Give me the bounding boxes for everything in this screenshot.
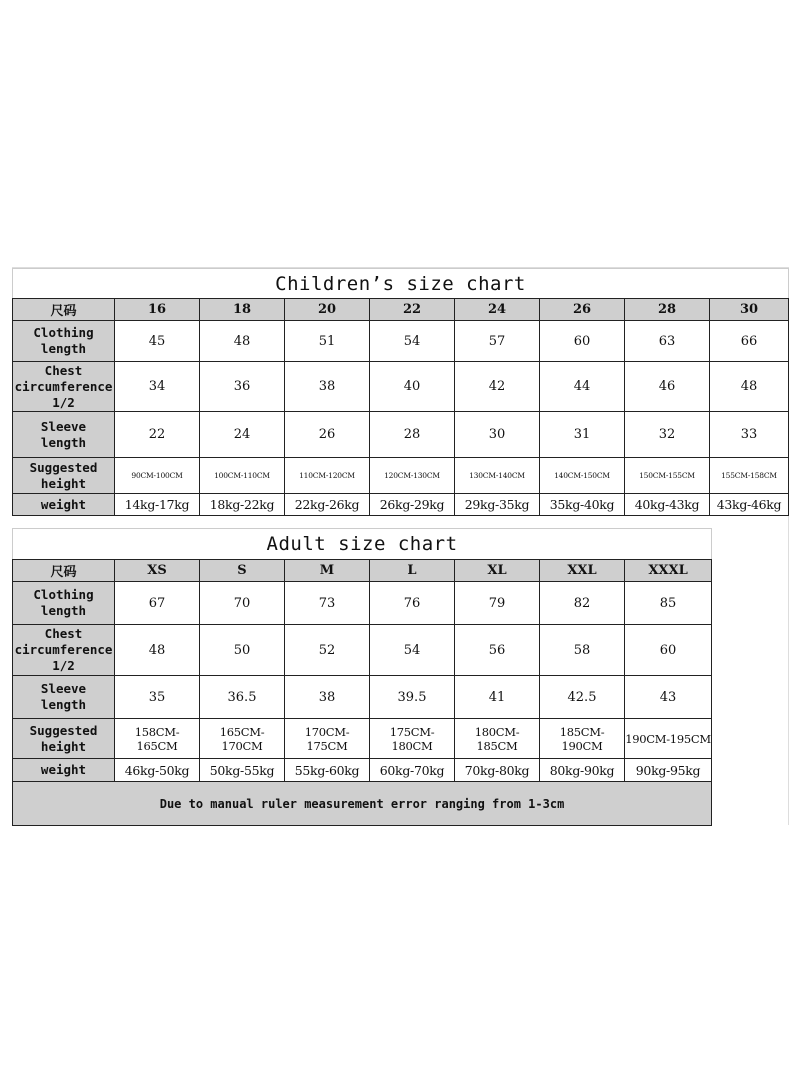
table-cell: 57 bbox=[455, 321, 540, 362]
table-cell: 24 bbox=[200, 412, 285, 458]
table-cell: 26kg-29kg bbox=[370, 494, 455, 516]
row-label-line: Chest bbox=[44, 362, 83, 378]
row-label bbox=[13, 676, 115, 719]
row-label bbox=[13, 321, 115, 362]
table-cell: 90kg-95kg bbox=[625, 759, 712, 782]
children-header-row bbox=[13, 299, 789, 321]
adult-row-height bbox=[13, 719, 712, 759]
table-cell: 32 bbox=[625, 412, 710, 458]
table-cell: 58 bbox=[540, 625, 625, 676]
table-cell: 36.5 bbox=[200, 676, 285, 719]
table-cell: 51 bbox=[285, 321, 370, 362]
table-cell: 73 bbox=[285, 582, 370, 625]
row-label-line: 1/2 bbox=[52, 658, 75, 673]
table-cell: 14kg-17kg bbox=[115, 494, 200, 516]
children-corner-label: 尺码 bbox=[13, 299, 115, 321]
table-cell: 79 bbox=[455, 582, 540, 625]
adult-note-row bbox=[13, 782, 712, 826]
table-cell: 175CM-180CM bbox=[370, 719, 455, 759]
row-label-line: Sleeve bbox=[40, 418, 87, 434]
table-cell: 38 bbox=[285, 362, 370, 412]
measurement-note: Due to manual ruler measurement error ranging from 1-3cm bbox=[13, 782, 712, 826]
table-cell: 31 bbox=[540, 412, 625, 458]
table-cell: 48 bbox=[115, 625, 200, 676]
adult-header-row bbox=[13, 560, 712, 582]
table-cell: 40kg-43kg bbox=[625, 494, 710, 516]
size-header: 22 bbox=[370, 299, 455, 321]
row-label-line: weight bbox=[40, 762, 87, 777]
table-cell: 52 bbox=[285, 625, 370, 676]
table-cell: 63 bbox=[625, 321, 710, 362]
size-header: XL bbox=[455, 560, 540, 582]
size-header: S bbox=[200, 560, 285, 582]
table-cell: 158CM-165CM bbox=[115, 719, 200, 759]
row-label bbox=[13, 625, 115, 676]
table-cell: 44 bbox=[540, 362, 625, 412]
children-row-clothing-length bbox=[13, 321, 789, 362]
table-cell: 56 bbox=[455, 625, 540, 676]
adult-size-chart bbox=[12, 528, 712, 826]
table-cell: 42 bbox=[455, 362, 540, 412]
table-cell: 38 bbox=[285, 676, 370, 719]
table-cell: 28 bbox=[370, 412, 455, 458]
table-cell: 35 bbox=[115, 676, 200, 719]
row-label-line: Clothing bbox=[33, 325, 94, 340]
row-label bbox=[13, 362, 115, 412]
row-label-line: Suggested bbox=[29, 722, 98, 738]
size-header: 24 bbox=[455, 299, 540, 321]
table-cell: 190CM-195CM bbox=[625, 719, 712, 759]
table-cell: 34 bbox=[115, 362, 200, 412]
table-cell: 110CM-120CM bbox=[285, 458, 370, 494]
table-cell: 46kg-50kg bbox=[115, 759, 200, 782]
children-chart-title: Children’s size chart bbox=[13, 269, 789, 299]
table-cell: 50 bbox=[200, 625, 285, 676]
row-label-line: 1/2 bbox=[52, 394, 75, 410]
row-label bbox=[13, 458, 115, 494]
adult-row-clothing-length bbox=[13, 582, 712, 625]
row-label-line: Clothing bbox=[33, 587, 94, 602]
size-header: 20 bbox=[285, 299, 370, 321]
table-cell: 54 bbox=[370, 321, 455, 362]
table-cell: 46 bbox=[625, 362, 710, 412]
table-cell: 140CM-150CM bbox=[540, 458, 625, 494]
table-cell: 41 bbox=[455, 676, 540, 719]
row-label-line: Sleeve bbox=[40, 681, 87, 696]
table-cell: 22kg-26kg bbox=[285, 494, 370, 516]
row-label-line: Suggested bbox=[29, 459, 98, 475]
table-cell: 39.5 bbox=[370, 676, 455, 719]
row-label bbox=[13, 759, 115, 782]
row-label-line: circumference bbox=[14, 642, 113, 657]
table-cell: 43kg-46kg bbox=[710, 494, 789, 516]
table-cell: 82 bbox=[540, 582, 625, 625]
size-header: 16 bbox=[115, 299, 200, 321]
table-cell: 42.5 bbox=[540, 676, 625, 719]
adult-corner-label: 尺码 bbox=[13, 560, 115, 582]
table-cell: 130CM-140CM bbox=[455, 458, 540, 494]
size-header: L bbox=[370, 560, 455, 582]
size-header: 18 bbox=[200, 299, 285, 321]
size-header: 28 bbox=[625, 299, 710, 321]
table-cell: 155CM-158CM bbox=[710, 458, 789, 494]
row-label-line: height bbox=[40, 738, 87, 754]
table-cell: 185CM-190CM bbox=[540, 719, 625, 759]
children-row-chest bbox=[13, 362, 789, 412]
size-header: XS bbox=[115, 560, 200, 582]
table-cell: 60kg-70kg bbox=[370, 759, 455, 782]
table-cell: 40 bbox=[370, 362, 455, 412]
row-label-line: length bbox=[40, 341, 87, 356]
table-cell: 54 bbox=[370, 625, 455, 676]
adult-row-weight bbox=[13, 759, 712, 782]
table-cell: 66 bbox=[710, 321, 789, 362]
table-cell: 45 bbox=[115, 321, 200, 362]
row-label-line: height bbox=[40, 475, 87, 491]
table-cell: 60 bbox=[540, 321, 625, 362]
size-header: M bbox=[285, 560, 370, 582]
table-cell: 70kg-80kg bbox=[455, 759, 540, 782]
table-cell: 18kg-22kg bbox=[200, 494, 285, 516]
table-cell: 90CM-100CM bbox=[115, 458, 200, 494]
children-row-weight bbox=[13, 494, 789, 516]
row-label bbox=[13, 412, 115, 458]
table-cell: 67 bbox=[115, 582, 200, 625]
table-cell: 180CM-185CM bbox=[455, 719, 540, 759]
row-label-line: circumference bbox=[14, 378, 113, 394]
table-cell: 29kg-35kg bbox=[455, 494, 540, 516]
table-cell: 85 bbox=[625, 582, 712, 625]
size-header: 30 bbox=[710, 299, 789, 321]
size-header: 26 bbox=[540, 299, 625, 321]
row-label-line: length bbox=[40, 697, 87, 712]
table-cell: 150CM-155CM bbox=[625, 458, 710, 494]
row-label-line: length bbox=[40, 434, 87, 450]
adult-row-chest bbox=[13, 625, 712, 676]
table-cell: 165CM-170CM bbox=[200, 719, 285, 759]
children-size-chart bbox=[12, 268, 789, 516]
table-cell: 48 bbox=[710, 362, 789, 412]
table-cell: 30 bbox=[455, 412, 540, 458]
size-header: XXXL bbox=[625, 560, 712, 582]
size-header: XXL bbox=[540, 560, 625, 582]
table-cell: 76 bbox=[370, 582, 455, 625]
row-label bbox=[13, 582, 115, 625]
table-cell: 36 bbox=[200, 362, 285, 412]
row-label-line: Chest bbox=[44, 626, 83, 641]
table-cell: 48 bbox=[200, 321, 285, 362]
row-label-line: weight bbox=[40, 496, 87, 512]
table-cell: 80kg-90kg bbox=[540, 759, 625, 782]
table-cell: 33 bbox=[710, 412, 789, 458]
table-cell: 22 bbox=[115, 412, 200, 458]
table-cell: 170CM-175CM bbox=[285, 719, 370, 759]
row-label bbox=[13, 719, 115, 759]
table-cell: 43 bbox=[625, 676, 712, 719]
row-label-line: length bbox=[40, 603, 87, 618]
adult-chart-title: Adult size chart bbox=[13, 529, 712, 560]
children-row-sleeve bbox=[13, 412, 789, 458]
table-cell: 70 bbox=[200, 582, 285, 625]
table-cell: 60 bbox=[625, 625, 712, 676]
table-cell: 120CM-130CM bbox=[370, 458, 455, 494]
table-cell: 55kg-60kg bbox=[285, 759, 370, 782]
table-cell: 50kg-55kg bbox=[200, 759, 285, 782]
table-cell: 26 bbox=[285, 412, 370, 458]
children-row-height bbox=[13, 458, 789, 494]
row-label bbox=[13, 494, 115, 516]
table-cell: 100CM-110CM bbox=[200, 458, 285, 494]
table-cell: 35kg-40kg bbox=[540, 494, 625, 516]
adult-row-sleeve bbox=[13, 676, 712, 719]
